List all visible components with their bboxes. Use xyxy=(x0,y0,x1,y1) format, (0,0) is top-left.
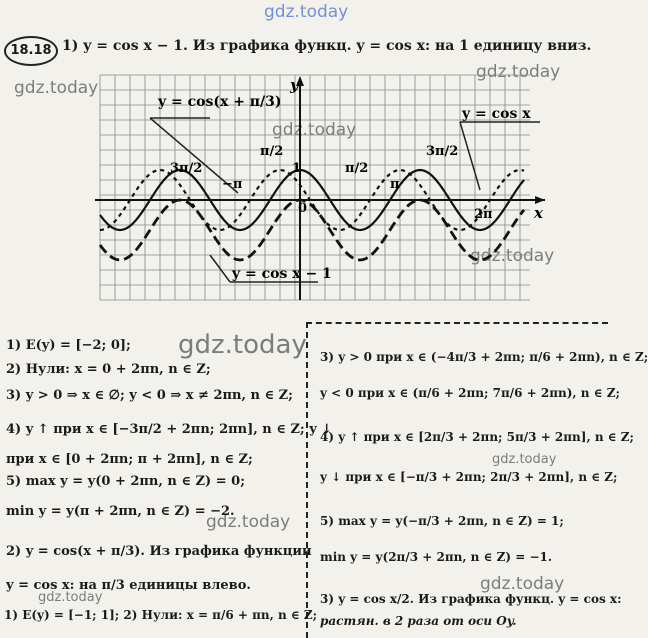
curve-label-cos: y = cos x xyxy=(462,106,531,122)
curve-label-cos-minus-1: y = cos x − 1 xyxy=(232,266,332,282)
curve-label-shifted: y = cos(x + π/3) xyxy=(158,94,282,110)
left-line: min y = y(π + 2πn, n ∈ Z) = −2. xyxy=(6,504,235,519)
function-graph xyxy=(0,0,609,320)
axis-x-label: x xyxy=(534,204,543,222)
watermark: gdz.today xyxy=(264,2,349,22)
left-line: y = cos x: на π/3 единицы влево. xyxy=(6,578,251,593)
watermark: gdz.today xyxy=(470,246,555,266)
item1-text: 1) y = cos x − 1. Из графика функц. y = cos x: на 1 единицу вниз. xyxy=(62,38,592,54)
axis-y-label: y xyxy=(290,76,299,94)
problem-number-badge: 18.18 xyxy=(4,36,58,66)
column-divider xyxy=(306,322,308,638)
tick-label: 2π xyxy=(474,207,493,222)
tick-label: 0 xyxy=(298,201,308,216)
left-line: при x ∈ [0 + 2πn; π + 2πn], n ∈ Z; xyxy=(6,452,253,467)
right-line: растян. в 2 раза от оси Oy. xyxy=(320,614,517,628)
tick-label: −π xyxy=(222,177,243,192)
tick-label: π/2 xyxy=(345,161,369,176)
watermark: gdz.today xyxy=(14,78,99,98)
watermark: gdz.today xyxy=(272,120,357,140)
tick-label: π xyxy=(390,177,400,192)
tick-label: 3π/2 xyxy=(426,144,459,159)
left-line: 2) y = cos(x + π/3). Из графика функции xyxy=(6,544,312,559)
section-divider xyxy=(306,322,608,324)
tick-label: π/2 xyxy=(260,144,284,159)
watermark: gdz.today xyxy=(178,330,307,360)
left-line: 3) y > 0 ⇒ x ∈ ∅; y < 0 ⇒ x ≠ 2πn, n ∈ Z; xyxy=(6,388,293,403)
watermark: gdz.today xyxy=(206,512,291,532)
tick-label: 3π/2 xyxy=(170,161,203,176)
left-line: 5) max y = y(0 + 2πn, n ∈ Z) = 0; xyxy=(6,474,245,489)
left-line: 1) E(y) = [−2; 0]; xyxy=(6,338,131,353)
right-line: 3) y > 0 при x ∈ (−4π/3 + 2πn; π/6 + 2πn), n ∈ Z; xyxy=(320,350,648,364)
watermark: gdz.today xyxy=(492,452,557,467)
left-line: 2) Нули: x = 0 + 2πn, n ∈ Z; xyxy=(6,362,211,377)
right-line: 5) max y = y(−π/3 + 2πn, n ∈ Z) = 1; xyxy=(320,514,564,528)
left-line: 4) y ↑ при x ∈ [−3π/2 + 2πn; 2πn], n ∈ Z; y ↓ xyxy=(6,422,333,437)
right-line: y ↓ при x ∈ [−π/3 + 2πn; 2π/3 + 2πn], n ∈ Z; xyxy=(320,470,618,484)
right-line: y < 0 при x ∈ (π/6 + 2πn; 7π/6 + 2πn), n ∈ Z; xyxy=(320,386,620,400)
watermark: gdz.today xyxy=(38,590,103,605)
right-line: 3) y = cos x/2. Из графика функц. y = cos x: xyxy=(320,592,622,606)
watermark: gdz.today xyxy=(476,62,561,82)
left-line: 1) E(y) = [−1; 1]; 2) Нули: x = π/6 + πn, n ∈ Z; xyxy=(4,608,318,622)
watermark: gdz.today xyxy=(480,574,565,594)
right-line: min y = y(2π/3 + 2πn, n ∈ Z) = −1. xyxy=(320,550,553,564)
tick-label: 1 xyxy=(292,161,302,176)
x-axis-arrow xyxy=(535,196,545,204)
right-line: 4) y ↑ при x ∈ [2π/3 + 2πn; 5π/3 + 2πn], n ∈ Z; xyxy=(320,430,634,444)
